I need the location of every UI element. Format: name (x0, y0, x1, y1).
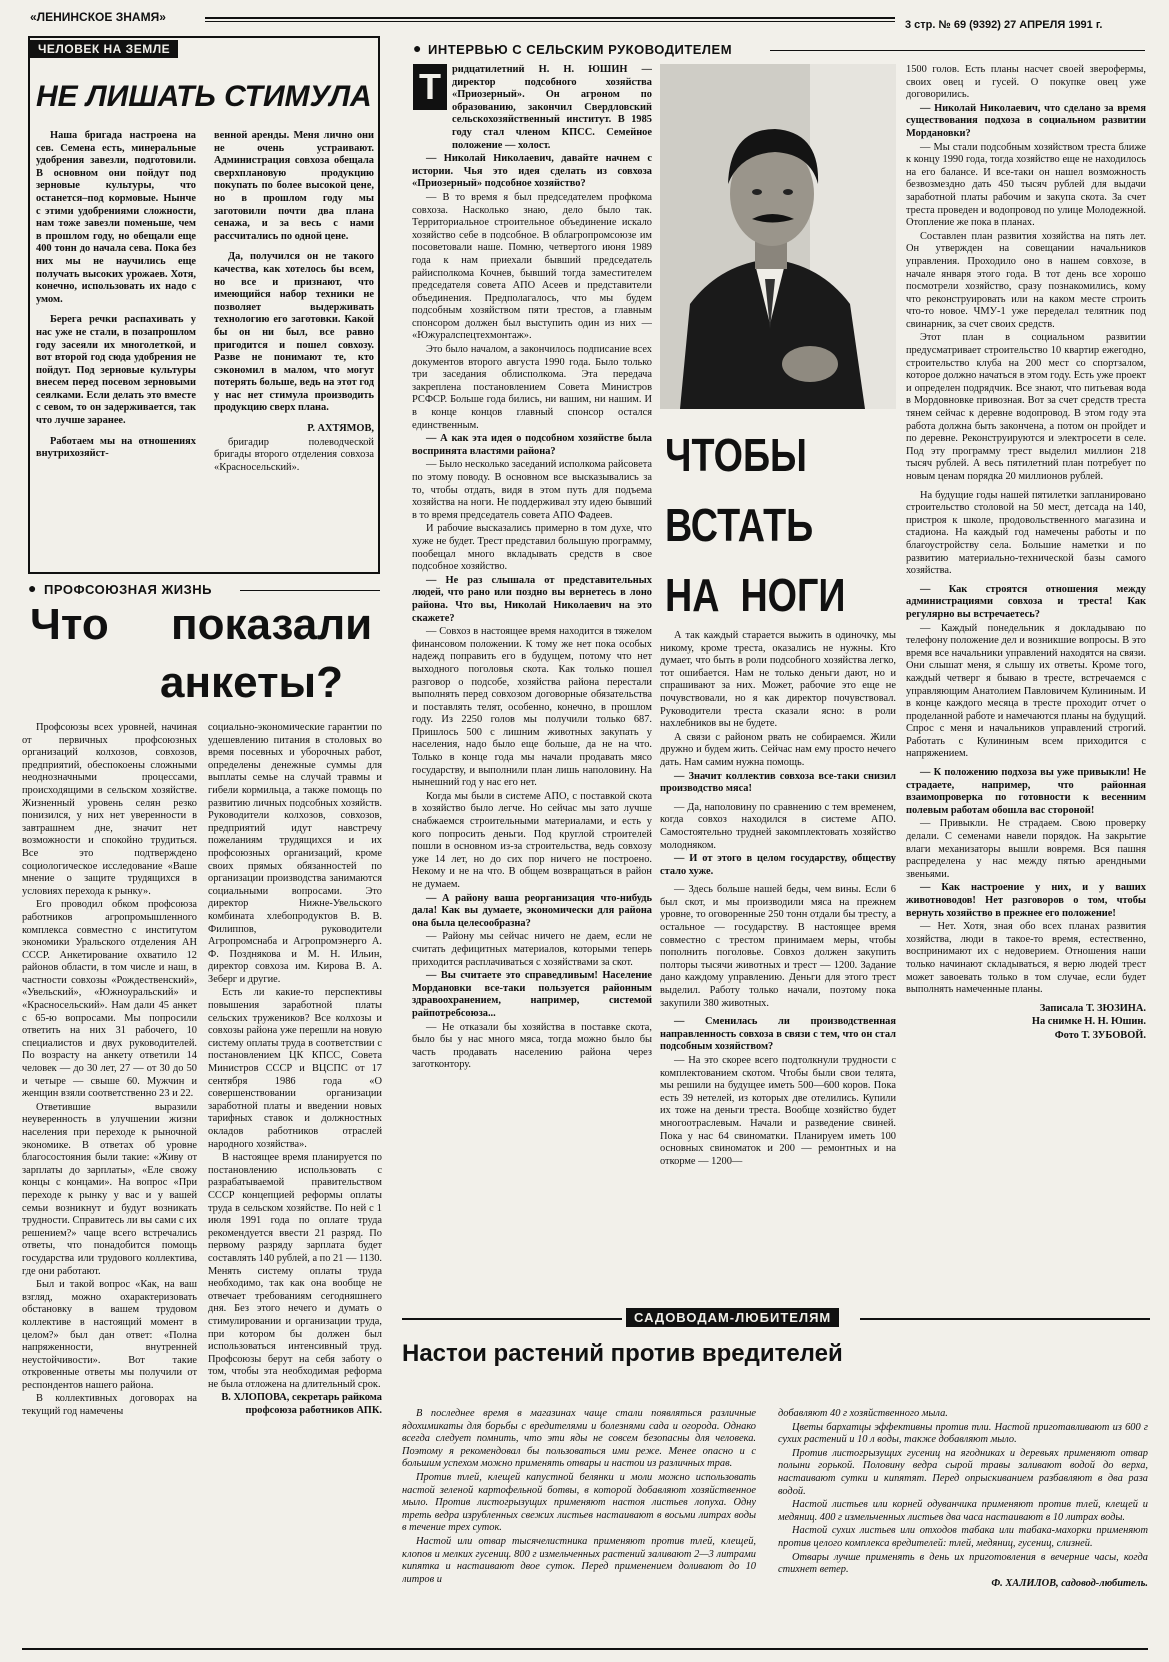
article-3-column-2 (660, 630, 896, 1252)
paragraph: Это было началом, а закончилось подписание всех документов второго августа 1990 года. Было только три заседания облисполкома. Эта передача закреплена постановлением Совета Министров РСФСР. Больше года бились, ни вашим, ни нашим. И в конце концов главный спонсор остался единственным. (412, 344, 652, 431)
article-3-title-line-1: ЧТОБЫ (665, 429, 807, 481)
page-bottom-rule (22, 1648, 1148, 1650)
paragraph: — Привыкли. Не страдаем. Свою проверку делали. С семенами навели порядок. На закрытие влаги механизаторы вышли вовремя. Вся пашня распределена у нас между пятью арендными звеньями. (906, 818, 1146, 880)
article-4-rule-right (860, 1318, 1150, 1320)
paragraph: добавляют 40 г хозяйственного мыла. (778, 1408, 948, 1419)
paragraph: Когда мы были в системе АПО, с поставкой скота в хозяйство было легче. Но сейчас мы зато лучше снабжаемся строительными материалами, и есть у кого попросить деньги. Под круглой строителей пошли в основном из-за строительства, ведь совхозу уже 14 лет, но до сих пор ничего не построено. Некому и не на что. В общем возвращаться в район не думаем. (412, 790, 652, 890)
paragraph: Настой листьев или корней одуванчика применяют против тлей, клещей и медяниц. 400 г измельченных листьев два часа настаивают в 10 литрах воды. (778, 1499, 1148, 1523)
question: — И от этого в целом государству, обществу стало хуже. (660, 853, 896, 877)
article-4-column-2 (778, 1408, 1148, 1644)
article-3-rubric-rule (770, 50, 1145, 51)
paragraph: Цветы бархатцы эффективны против тли. Настой приготавливают из 600 г сухих растений и 10 л воды, также добавляют мыло. (778, 1421, 1148, 1446)
article-1-column-1 (36, 130, 196, 560)
question: — Сменилась ли производственная направленность совхоза в связи с тем, что он стал подсобным хозяйством? (660, 1016, 896, 1053)
paragraph: Да, получился он не такого качества, как хотелось бы всем, но все и признают, что имеющийся набор техники не позволяет выдерживать технологию его заготовки. Какой бы он ни был, все равно пригодится и пошел совхозу. Разве не понимают те, кто сэкономил в малом, что могут потерять больше, ведь на этот год у нас нет стимула производить продукцию сверх плана. (214, 251, 374, 414)
article-1-signature-role: бригадир полеводческой бригады второго отделения совхоза «Красносельский». (214, 436, 374, 473)
question: — Значит коллектив совхоза все-таки снизил производство мяса! (660, 770, 896, 795)
question: — Не раз слышала от представительных людей, что рано или поздно вы вернетесь в лоно района. Что вы, Николай Николаевич на это скажете? (412, 574, 652, 624)
paragraph: В настоящее время планируется по постановлению использовать с разрабатываемой правительством СССР концепцией реформы оплаты труда в сельском хозяйстве. По ней с 1 июля 1991 года по оплате труда рекомендуется ввести 21 разряд. По первому разряду зарплата будет составлять 140 рублей, а по 21 — 1130. Менять систему оплаты труда необходимо, так как она вообще не отвечает требованиям сегодняшнего дня. Без этого нечего и думать о стимулировании и организации труда, при котором бы должен был использоваться интенсивный труд. Профсоюзы берут на себя заботу о том, чтобы эта необходимая реформа не была отложена на длительный срок. (208, 1152, 382, 1390)
article-3-signature-photo-subject: На снимке Н. Н. Юшин. (1031, 1016, 1146, 1028)
paragraph: Отвары лучше применять в день их приготовления в вечерние часы, когда стихнет ветер. (778, 1551, 1148, 1576)
paragraph: Работаем мы на отношениях внутрихозяйст- (36, 435, 196, 460)
article-4-rubric: САДОВОДАМ-ЛЮБИТЕЛЯМ (626, 1308, 839, 1327)
paragraph: На будущие годы нашей пятилетки запланировано строительство столовой на 50 мест, детсада на 140, пристроя к школе, продовольственного магазина и стадиона. На каждый год намечены работы и по благоустройству села. Большие наметки и по развитию материально-технической базы самого хозяйства. (906, 489, 1146, 577)
portrait-illustration (660, 64, 896, 409)
paragraph: — Было несколько заседаний исполкома райсовета по этому поводу. В основном все высказывались за то, чтобы отдать, видя в этом путь для подъема хозяйства на ноги. Не поддерживал эту идею бывший в то время председатель совета АПО Фадеев. (412, 459, 652, 521)
portrait-photo (660, 64, 896, 409)
question: — Как настроение у них, и у ваших животноводов! Нет разговоров о том, чтобы вернуть хозяйство в прежнее его положение! (906, 882, 1146, 919)
article-1-signature-name: Р. АХТЯМОВ, (307, 423, 374, 435)
paragraph: — Да, наполовину по сравнению с тем временем, когда совхоз находился в системе АПО. Самостоятельно трудней закомплектовать хозяйство молодняком. (660, 801, 896, 851)
paragraph: Этот план в социальном развитии предусматривает строительство 10 квартир ежегодно, строительство клуба на 200 мест со спортзалом, которое должно начаться в этом году. Есть уже проект и определен подрядчик. Все знают, что питьевая вода в Мордовновке привозная. Вот за счет средств треста тянем сейчас к деревне водопровод. В этом году эта работа должна быть закончена, а потом он пройдет и по деревне. Реконструируются и электросети в селе. Под эту программу трест выделил миллион 218 тысяч рублей. А весь пятилетний план потребует по новым ценам порядка 20 миллионов рублей. (906, 332, 1146, 482)
article-2-title-line-1: Что показали (30, 600, 373, 649)
article-4-column-1 (402, 1408, 756, 1644)
article-3-title-line-3: НА НОГИ (665, 569, 846, 621)
question: — А как эта идея о подсобном хозяйстве была воспринята властями района? (412, 433, 652, 457)
paragraph: — Каждый понедельник я докладываю по телефону положение дел и возникшие вопросы. В это время все начальники управлений находятся на связи. Они слышат меня, я слышу их ответы. Кроме того, каждый четверг я бываю в тресте, встречаемся с управляющим Анатолием Павловичем Кулининым. И в конце каждого месяца в тресте проходит отчет о проделанной работе и намечаются планы на будущий. Спрос с меня и начальников управлений строгий. Работать с Кулининым всем приходится с напряжением. (906, 622, 1146, 760)
masthead-rule (205, 17, 895, 19)
paragraph: 1500 голов. Есть планы насчет своей зверофермы, своих овец и гусей. О покупке овец уже договорились. (906, 64, 1146, 101)
article-3-signature-author: Записала Т. ЗЮЗИНА. (1039, 1002, 1146, 1014)
paragraph: Ответившие выразили неуверенность в улучшении жизни населения при переходе к рыночной экономике. В ответах об уровне благосостояния были такие: «Живу от зарплаты до зарплаты», «Еле свожу концы с концами». На вопрос «При переходе к рынку у вас и у вашей семьи возникнут и будут возникать трудности. Справитесь ли вы сами с их решением?» чаще всего встречались ответы, что понадобится помощь государства или трудового коллектива, где они работают. (22, 1101, 197, 1277)
question: — А району ваша реорганизация что-нибудь дала! Как вы думаете, экономически для района она была целесообразна? (412, 892, 652, 929)
paragraph: — На это скорее всего подтолкнули трудности с комплектованием скотом. Чтобы были свои телята, мы решили на будущее иметь 500—600 коров. Пока есть 39 нетелей, из которых две отелились. Купили их тоже на деньги треста. Вообще хозяйство будет многоотраслевым. Начали и разведение свиней. Пока у нас 64 свиноматки. Планируем иметь 100 основных свиноматок и 200 — ремонтных и на откорме — 1200— (660, 1055, 896, 1167)
paragraph: — Нет. Хотя, зная обо всех планах развития хозяйства, люди в такое-то время, естественно, воспринимают их с недоверием. Отношения наши только начинают складываться, я верю людей трест может завоевать только в том случае, если будет выполнять намеченные планы. (906, 921, 1146, 996)
article-3-dropcap: Т (413, 64, 447, 110)
question: — Николай Николаевич, что сделано за время существования подхоза в социальном развитии Мордановки? (906, 102, 1146, 139)
paragraph: В коллективных договорах на текущий год намечены (22, 1393, 197, 1418)
paragraph: — Району мы сейчас ничего не даем, если не считать дефицитных материалов, которыми теперь приходится расплачиваться с хозяйствами за скот. (412, 931, 652, 968)
paragraph: Его проводил обком профсоюза работников агропромышленного комплекса совместно с институтом экономики Уральского отделения АН СССР. Анкетирование охватило 12 районов области, в том числе и наш, в частности совхозы «Рождественский», «Увельский», «Южноуральский» и «Красносельский». Нам дали 45 анкет с 65-ю вопросами. Мы попросили ответить на них 31 рабочего, 10 специалистов и двух руководителей. По возрасту на анкету ответили 14 человек — до 30 лет, 27 — от 30 до 50 и четыре — свыше 60. Мужчин и женщин взяли соответственно 23 и 22. (22, 899, 197, 1100)
paragraph: Против листогрызущих гусениц на ягодниках и деревьях применяют отвар полыни горькой. Половину ведра сырой травы заливают водой до верха, настаивают сутки и кипятят. Перед опрыскиванием разбавляют в два раза водой. (778, 1447, 1148, 1497)
paragraph: Наша бригада настроена на сев. Семена есть, минеральные удобрения завезли, подготовили. В основном они пойдут под зерновые культуры, что останется–под кормовые. Нынче с этими удобрениями сложности, нам тоже завезли поменьше, чем в прошлом году, но обещали еще 400 тонн до начала сева. Пока без них мы не научились еще получать высоких урожаев. Хотя, конечно, использовать их надо с умом. (36, 130, 196, 305)
question: — К положению подхоза вы уже привыкли! Не страдаете, например, что районная взаимопроверка по готовности к весенним полевым работам обошла вас стороной! (906, 767, 1146, 816)
article-3-title-line-2: ВСТАТЬ (665, 499, 814, 551)
paragraph: Есть ли какие-то перспективы повышения заработной платы сельских тружеников? Все колхозы и совхозы района уже перешли на новую систему оплаты труда в соответствии с постановлением ЦК КПСС, Совета Министров СССР и ВЦСПС от 17 сентября 1986 года «О совершенствовании организации заработной платы и введении новых тарифных ставок и должностных окладов работников отраслей народного хозяйства». (208, 987, 382, 1150)
article-3-rubric-marker: ● (413, 40, 422, 56)
article-3-signature-photographer: Фото Т. ЗУБОВОЙ. (1054, 1029, 1146, 1041)
article-2-column-1 (22, 722, 197, 1642)
article-2-rubric-rule (240, 590, 380, 591)
paragraph: социально-экономические гарантии по удешевлению питания в столовых во время посевных и уборочных работ, определены денежные суммы для выплаты семье на случай травмы и гибели кормильца, а также помощь по развитию личных подсобных хозяйств. Руководители колхозов, совхозов, предприятий идут навстречу пожеланиям трудящихся и их профсоюзных организаций, кроме своих прямых обязанностей по организации производства занимаются социальными вопросами. Это директор Нижне-Увельского комбината хлебопродуктов В. В. Филиппов, руководители Агропромснаба и Агропромэнерго А. Ф. Позднякова и М. Н. Ильин, директор совхоза им. Кирова В. А. Зеберг и другие. (208, 722, 382, 985)
masthead-paper-name: «ЛЕНИНСКОЕ ЗНАМЯ» (30, 10, 166, 24)
article-2-signature: В. ХЛОПОВА, секретарь райкома профсоюза работников АПК. (221, 1392, 382, 1417)
paragraph: А связи с районом рвать не собираемся. Жили дружно и будем жить. Сейчас нам ему просто нечего дать. Нам самим нужна помощь. (660, 731, 896, 768)
paragraph: ридцатилетний Н. Н. ЮШИН — директор подсобного хозяйства «Приозерный». Он агроном по образованию, закончил Свердловский сельскохозяйственный институт. В 1985 году стал членом КПСС. Семейное положение — холост. (452, 64, 652, 151)
article-2-column-2 (208, 722, 382, 1642)
paragraph: А так каждый старается выжить в одиночку, мы никому, кроме треста, оказались не нужны. Кто думает, что быть в роли подсобного хозяйства легко, тот ошибается. Нам не только деньги дают, но и спрашивают за них. Может, рабочие это еще не почувствовали, но я как директор почувствовал. Руководители треста сказали ясно: в роли нахлебников вы не будете. (660, 630, 896, 730)
paragraph: — В то время я был председателем профкома совхоза. Насколько знаю, дело было так. Территориальное строительное объединение искало хозяйство себе в подсобное. В облагропромсоюзе им посоветовали наше. Помню, четвертого июня 1989 года к нам приехали бывший председатель райисполкома Кочнев, бывший тогда заместителем председателя совета АПО Асеев и представители объединения. Предполагалось, что мы будем подсобным хозяйством пяти трестов, а главным спонсором должен был выступить один из них — «Южуралспецтехмонтаж». (412, 191, 652, 342)
paragraph: В последнее время в магазинах чаще стали появляться различные ядохимикаты для борьбы с вредителями и болезнями сада и огорода. Однако всегда следует помнить, что эти яды не совсем безопасны для человека. Поэтому я рекомендовал бы пользоваться ими реже. Менее опасно и с большим успехом можно применять отвары и настои из различных трав. (402, 1408, 756, 1470)
question: — Вы считаете это справедливым! Население Мордановки все-таки пользуется районным здравоохранением, например, системой райпотребсоюза... (412, 970, 652, 1019)
paragraph: Был и такой вопрос «Как, на ваш взгляд, можно охарактеризовать обстановку в вашем трудовом коллективе в настоящий момент в целом?» был дан ответ: «Полна напряженности, внутренней неустойчивости». Вот такие откровенные ответы мы получили от респондентов нашего района. (22, 1279, 197, 1391)
paragraph: Против тлей, клещей капустной белянки и моли можно использовать настой зеленой картофельной ботвы, в которой добавляют хозяйственное мыло. Против листогрызущих применяют настоя листьев лопуха. Одну треть ведра изрубленных свежих листьев настаивают в восьми литрах воды в течение трех суток. (402, 1471, 756, 1534)
paragraph: венной аренды. Меня лично они не очень устраивают. Администрация совхоза обещала сверхплановую продукцию покупать по более высокой цене, но в прошлом году мы заготовили почти два плана сенажа, и за весь с нами рассчитались по одной цене. (214, 130, 374, 242)
article-2-title-line-2: анкеты? (160, 658, 343, 707)
article-1-rubric: ЧЕЛОВЕК НА ЗЕМЛЕ (30, 40, 178, 58)
masthead-issue: 3 стр. № 69 (9392) 27 АПРЕЛЯ 1991 г. (905, 19, 1103, 31)
paragraph: — Мы стали подсобным хозяйством треста ближе к концу 1990 года, тогда хозяйство еще не находилось на его балансе. И все-таки он нашел возможность безвозмездно дать 450 тысяч рублей для выдачи заработной платы рабочим и закупа скота. За счет треста проведен и водопровод по улице Молодежной. Отопление же пока в планах. (906, 141, 1146, 229)
question: — Как строятся отношения между администрациями совхоза и треста! Как регулярно вы встречаетесь? (906, 583, 1146, 620)
paragraph: И рабочие высказались примерно в том духе, что хуже не будет. Трест представил большую программу, пообещал много вкладывать средств в свое подсобное хозяйство. (412, 523, 652, 573)
article-4-title: Настои растений против вредителей (402, 1340, 843, 1367)
paragraph: Настой сухих листьев или отходов табака или табака-махорки применяют против целого комплекса вредителей: тлей, медяниц, гусениц, слизней. (778, 1525, 1148, 1549)
paragraph: — Не отказали бы хозяйства в поставке скота, было бы у нас много мяса, тогда можно было бы часть продавать населению района через заготконтору. (412, 1021, 652, 1071)
article-3-column-3 (906, 64, 1146, 1264)
question: — Николай Николаевич, давайте начнем с истории. Чья это идея сделать из совхоза «Приозерный» подсобное хозяйство? (412, 153, 652, 190)
article-4-rule-left (402, 1318, 622, 1320)
paragraph: — Совхоз в настоящее время находится в тяжелом финансовом положении. К тому же нет пока особых надежд поправить его в будущем, потому что нет выходного поголовья скота. Как только пошел разговор о подсобе, хозяйства района перестали выполнять перед совхозом договорные обязательства и поставлять телят, особенно, конечно, в прошлом году. Из 2250 голов мы получили только 687. Пришлось 500 с лишним животных закупать у населения, надо было еще больше, да не на что. Только в конце года мы начали продавать мясо государству, и выполнили план лишь наполовину. На нынешний год у нас его нет. (412, 626, 652, 789)
paragraph: Составлен план развития хозяйства на пять лет. Он утвержден на совещании начальников управления. Проходило оно в нашем совхозе, в начале января этого года. В тот день все хорошо посмотрели хозяйство, сразу познакомились, кому что реконструировать или на каком месте строить что-то новое. ЧМУ-1 уже переделал телятник под свинарник, за счет своих средств. (906, 230, 1146, 330)
article-2-rubric-marker: ● (28, 580, 37, 596)
article-3-rubric: ИНТЕРВЬЮ С СЕЛЬСКИМ РУКОВОДИТЕЛЕМ (428, 42, 733, 57)
paragraph: Настой или отвар тысячелистника применяют против тлей, клещей, клопов и мелких гусениц. 800 г измельченных растений заливают 2—3 литрами кипятка и настаивают двое суток. Перед применением доливают до 10 литров и (402, 1535, 756, 1585)
article-1-column-2 (214, 130, 374, 560)
paragraph: — Здесь больше нашей беды, чем вины. Если 6 был скот, и мы производили мяса на прежнем уровне, то оговоренные 250 тонн отдали бы тресту, а остальное — государству. В настоящее время совместно с трестом принимаем меры, чтобы пополнить поголовье. Совхоз должен закупить полторы тысячи животных и трест — 1200. Задание дано каждому управлению. Деньги для этого трест выделил. Работу только начали, поэтому пока закупили 380 животных. (660, 884, 896, 1009)
article-2-rubric: ПРОФСОЮЗНАЯ ЖИЗНЬ (44, 582, 212, 597)
article-1-title: НЕ ЛИШАТЬ СТИМУЛА (36, 80, 372, 113)
paragraph: Берега речки распахивать у нас уже не стали, в позапрошлом году засеяли их многолеткой, и вот второй год сюда удобрения не пойдут. Под зерновые культуры внесем перед посевом зерновыми сеялками. Если делать это вместе с севом, то он задерживается, так что лучше заранее. (36, 314, 196, 427)
masthead-rule-2 (205, 21, 895, 22)
paragraph: Профсоюзы всех уровней, начиная от первичных профсоюзных организаций колхозов, совхозов, предприятий, обеспокоены сложными неоднозначными процессами, происходящими в сельском хозяйстве. Жизненный уровень селян резко понизился, у них нет уверенности в завтрашнем дне, значит нет возможности и спокойно трудиться. Все это подтверждено социологическое исследование «Ваше мнение о защите трудящихся в условиях перехода к рынку». (22, 722, 197, 897)
article-4-signature: Ф. ХАЛИЛОВ, садовод-любитель. (991, 1577, 1148, 1589)
article-3-column-1 (412, 64, 652, 1252)
